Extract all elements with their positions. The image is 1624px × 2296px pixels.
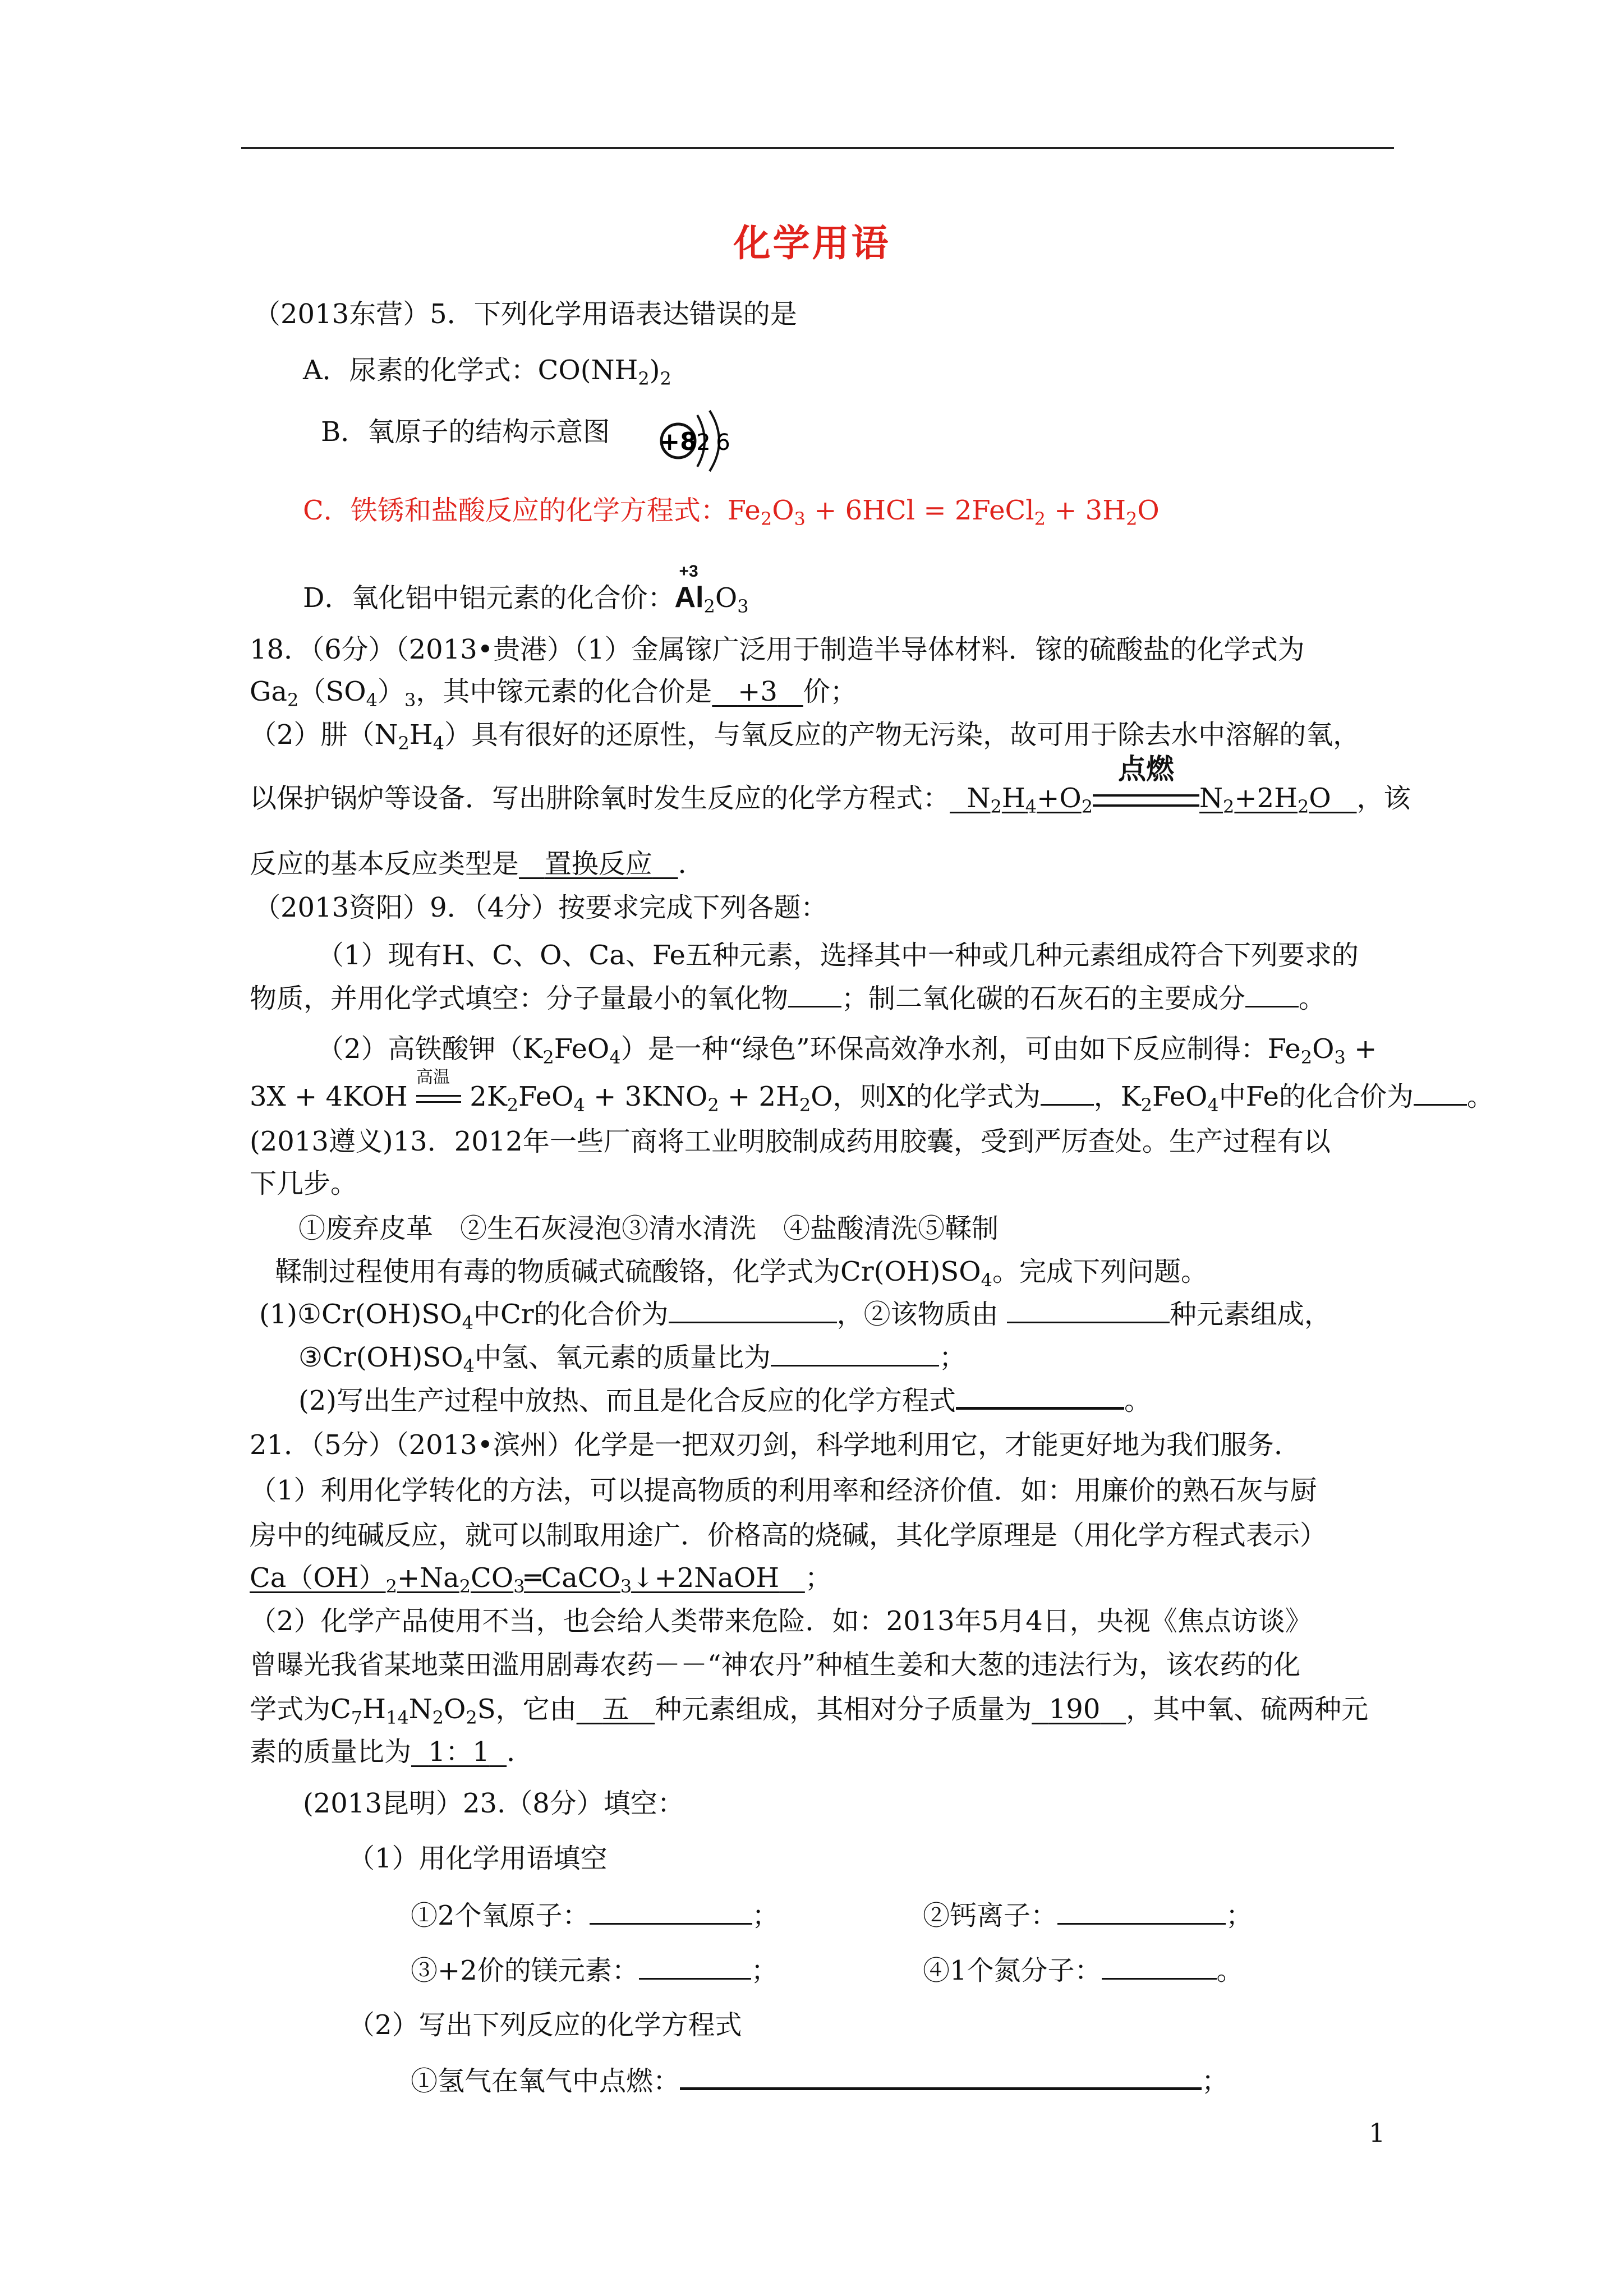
atom-shell2-label: 6 [716,430,730,455]
blank-two-oxygen-atoms[interactable] [590,1901,752,1925]
q23-item3: ③+2价的镁元素： ； [411,1955,778,1986]
blank-cr-valence[interactable] [669,1299,837,1323]
header-rule [241,147,1394,149]
q1-stem: （2013东营）5．下列化学用语表达错误的是 [254,298,797,330]
q13-steps: ①废弃皮革 ②生石灰浸泡③清水清洗 ④盐酸清洗⑤鞣制 [298,1213,999,1244]
blank-mass-ratio[interactable] [771,1342,939,1366]
q9-line1: （2013资阳）9．（4分）按要求完成下列各题： [254,892,828,923]
q13-line4: 鞣制过程使用有毒的物质碱式硫酸铬，化学式为$Cr(OH)SO_4$。完成下列问题。 [275,1256,1208,1291]
blank-smallest-oxide[interactable] [788,983,841,1007]
q9-line4: （2）高铁酸钾$(K_2FeO_4)$是一种“绿色”环保高效净水剂，可由如下反应制得：$Fe_2O_3$ + [317,1033,1377,1068]
blank-element-count[interactable] [1007,1299,1170,1323]
oxygen-atom-diagram [654,404,749,482]
q21-line1: 21．（5分）（2013•滨州）化学是一把双刃剑，科学地利用它，才能更好地为我们服务． [250,1429,1301,1461]
blank-calcium-ion[interactable] [1057,1901,1226,1925]
q21-line7: 学式为$C_7H_{14}N_2O_2S$，它由 五 种元素组成，其相对分子质量为 190 ，其中氧、硫两种元 [250,1694,1369,1728]
q18-answer-type: 置换反应 [544,848,652,880]
valence-mark: +3 [679,562,698,581]
q9-line3: 物质，并用化学式填空：分子量最小的氧化物 ；制二氧化碳的石灰石的主要成分 。 [250,983,1326,1014]
blank-nitrogen-molecule[interactable] [1102,1955,1217,1980]
q21-answer-element-count: 五 [602,1694,629,1725]
q21-equation: $Ca(OH)_2+Na_2CO_3═CaCO_3↓+2NaOH$ ； [250,1562,832,1597]
q23-line3: （2）写出下列反应的化学方程式 [348,2009,742,2041]
q23-line2: （1）用化学用语填空 [348,1843,608,1874]
q18-line1: 18．（6分）（2013•贵港）（1）金属镓广泛用于制造半导体材料．镓的硫酸盐的化学式为 [250,634,1305,665]
blank-limestone-component[interactable] [1245,983,1299,1007]
q13-line7: (2)写出生产过程中放热、而且是化合反应的化学方程式 。 [298,1385,1152,1416]
blank-combination-equation[interactable] [956,1384,1124,1410]
q18-line3: （2）肼$(N_2H_4)$具有很好的还原性，与氧反应的产物无污染，故可用于除去水中溶解的氧， [250,719,1360,754]
q9-line2: （1）现有H、C、O、Ca、Fe五种元素，选择其中一种或几种元素组成符合下列要求的 [317,940,1359,971]
q13-line1: (2013遵义)13．2012年一些厂商将工业明胶制成药用胶囊，受到严厉查处。生产过程有以 [250,1126,1331,1157]
q18-line2: $Ga_2(SO_4)_3$，其中镓元素的化合价是 +3 价； [250,676,857,711]
reaction-condition-high-temp: 高温 [416,1068,450,1087]
q18-answer-equation: $N_2H_4+O_2$ [967,783,1093,817]
q18-answer-valence: +3 [738,676,778,707]
q21-line6: 曾曝光我省某地菜田滥用剧毒农药－－“神农丹”种植生姜和大葱的违法行为，该农药的化 [250,1649,1301,1681]
blank-magnesium-valence[interactable] [639,1955,751,1980]
q23-line4: ①氢气在氧气中点燃： ； [411,2065,1229,2097]
q23-item2: ②钙离子： ； [923,1900,1253,1931]
blank-x-formula[interactable] [1041,1082,1094,1106]
reaction-condition: 点燃 [1118,753,1175,785]
q18-line4: 以保护锅炉等设备．写出肼除氧时发生反应的化学方程式： $N_2H_4+O_2$ 点燃 $N_2+2H_2O$ ，该 [250,753,1411,817]
page-number: 1 [1369,2118,1386,2148]
q21-answer-molar-mass: 190 [1048,1694,1101,1725]
q18-line5: 反应的基本反应类型是 置换反应 ． [250,848,705,880]
q1-option-d: D．氧化铝中铝元素的化合价： +3 $Al_2O_3$ [303,581,749,623]
q13-line5: $(1)①Cr(OH)SO_4$中Cr的化合价为 ，②该物质由 种元素组成， [259,1299,1331,1333]
q21-answer-equation: $Ca(OH)_2+Na_2CO_3═CaCO_3↓+2NaOH$ [250,1562,780,1597]
q13-line2: 下几步。 [250,1168,358,1199]
q21-answer-mass-ratio: 1：1 [428,1736,490,1768]
q13-line6: $③Cr(OH)SO_4$中氢、氧元素的质量比为 ； [298,1342,966,1377]
q23-item4: ④1个氮分子： 。 [923,1955,1244,1986]
atom-shell1-label: 2 [696,430,711,455]
blank-hydrogen-combustion-equation[interactable] [680,2065,1202,2090]
q21-line3: 房中的纯碱反应，就可以制取用途广．价格高的烧碱，其化学原理是（用化学方程式表示） [250,1520,1327,1551]
blank-fe-valence[interactable] [1414,1082,1467,1106]
q21-line8: 素的质量比为 1：1 ． [250,1736,534,1768]
q21-line2: （1）利用化学转化的方法，可以提高物质的利用率和经济价值．如：用廉价的熟石灰与厨 [250,1475,1317,1506]
q23-item1: ①2个氧原子： ； [411,1900,779,1931]
page-title: 化学用语 [733,221,891,265]
q1-option-a: A．尿素的化学式：$CO(NH_2)_2$ [303,355,671,389]
q9-line5: 3X + 4KOH 高温 $2K_2FeO_4 + 3KNO_2 + 2H_2O$，则X的化学式为 ，$K_2FeO_4$中Fe的化合价为 。 [250,1080,1494,1122]
q1-option-b: B．氧原子的结构示意图 [321,416,610,448]
atom-nucleus-label: +8 [659,427,697,456]
q21-line5: （2）化学产品使用不当，也会给人类带来危险．如：2013年5月4日，央视《焦点访谈》 [250,1605,1312,1637]
q23-line1: (2013昆明）23.（8分）填空： [303,1788,684,1819]
q1-option-c: C．铁锈和盐酸反应的化学方程式：$Fe_2O_3 + 6HCl$ = 2FeCl$_2$ + $3H_2O$ [303,495,1160,530]
